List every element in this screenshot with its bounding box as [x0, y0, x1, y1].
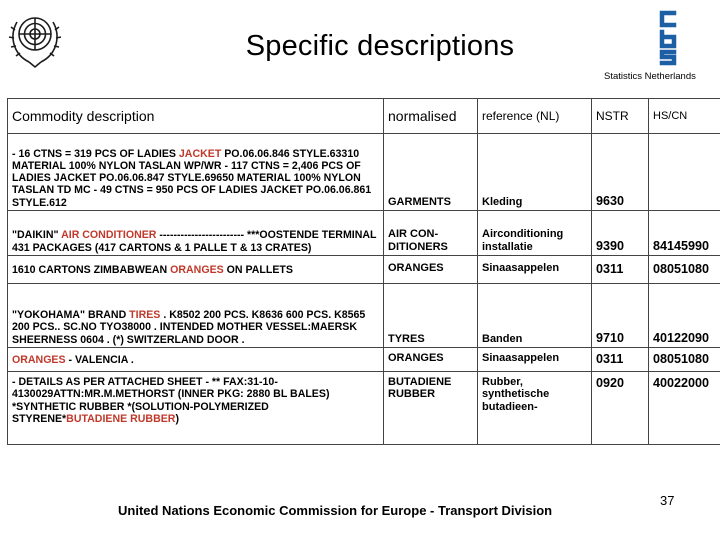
- table-row: [8, 372, 720, 445]
- hscn-cell: 40122090: [649, 284, 720, 348]
- col-header-nstr: NSTR: [592, 99, 649, 134]
- footer-text: United Nations Economic Commission for Europe - Transport Division: [118, 503, 553, 518]
- desc-keyword: AIR CONDITIONER: [61, 229, 157, 242]
- desc-text: - 16 CTNS = 319 PCS OF LADIES: [12, 147, 179, 160]
- desc-keyword: BUTADIENE RUBBER: [66, 412, 176, 425]
- reference-cell: Sinaasappelen: [478, 256, 592, 284]
- slide-title: Specific descriptions: [245, 30, 515, 62]
- reference-cell: Sinaasappelen: [478, 348, 592, 372]
- desc-text: "YOKOHAMA" BRAND: [12, 309, 130, 322]
- hscn-cell: [649, 134, 720, 211]
- desc-text: ): [175, 412, 179, 425]
- desc-keyword: ORANGES: [170, 264, 224, 277]
- commodity-description: [8, 284, 384, 348]
- commodity-description: [8, 372, 384, 445]
- cbs-logo-icon: [647, 8, 689, 68]
- commodity-description: [8, 211, 384, 256]
- commodity-table: [7, 98, 720, 445]
- nstr-cell: 0311: [592, 348, 649, 372]
- page-number: 37: [660, 493, 675, 508]
- table-row: [8, 211, 720, 256]
- normalised-cell: GARMENTS: [384, 134, 478, 211]
- org-label: Statistics Netherlands: [604, 71, 696, 82]
- desc-text: PO.06.06.846 STYLE.63310 MATERIAL 100% NYLON TASLAN WP/WR - 117 CTNS = 2,406 PCS OF LADIES JACKET PO.06.06.847 STYLE.69650 MATERIAL 100% NYLON TASLAN TD MC - 49 CTNS = 950 PCS OF LADIES JACKET PO.06.06.861 STYLE.612: [12, 147, 372, 209]
- desc-keyword: TIRES: [129, 309, 161, 322]
- reference-cell: Kleding: [478, 134, 592, 211]
- reference-cell: Banden: [478, 284, 592, 348]
- desc-text: 1610 CARTONS ZIMBABWEAN: [12, 264, 171, 277]
- col-header-hscn: HS/CN: [649, 99, 720, 134]
- desc-text: - VALENCIA .: [65, 354, 134, 367]
- hscn-cell: 40022000: [649, 372, 720, 445]
- col-header-commodity: Commodity description: [8, 99, 384, 134]
- col-header-normalised: normalised: [384, 99, 478, 134]
- nstr-cell: 9710: [592, 284, 649, 348]
- table-row: [8, 256, 720, 284]
- desc-text: ON PALLETS: [223, 264, 293, 277]
- desc-keyword: ORANGES: [12, 354, 66, 367]
- header-row: [8, 99, 720, 134]
- nstr-cell: 9390: [592, 211, 649, 256]
- desc-keyword: JACKET: [178, 147, 222, 160]
- nstr-cell: 9630: [592, 134, 649, 211]
- hscn-cell: 84145990: [649, 211, 720, 256]
- commodity-description: [8, 134, 384, 211]
- desc-text: "DAIKIN": [12, 229, 62, 242]
- commodity-description: [8, 348, 384, 372]
- normalised-cell: BUTADIENE RUBBER: [384, 372, 478, 445]
- nstr-cell: 0311: [592, 256, 649, 284]
- hscn-cell: 08051080: [649, 256, 720, 284]
- desc-text: . K8502 200 PCS. K8636 600 PCS. K8565 200 PCS.. SC.NO TYO38000 . INTENDED MOTHER VESSEL:MAERSK SHEERNESS 0604 . (*) SWITZERLAND DOOR .: [12, 309, 366, 346]
- desc-text: - DETAILS AS PER ATTACHED SHEET - ** FAX:31-10-4130029ATTN:MR.M.METHORST (INNER PKG: 2880 BL BALES) *SYNTHETIC RUBBER *(SOLUTION-POLYMERIZED STYRENE*: [12, 376, 330, 425]
- col-header-reference: reference (NL): [478, 99, 592, 134]
- reference-cell: Rubber, synthetische butadieen-: [478, 372, 592, 445]
- commodity-description: [8, 256, 384, 284]
- normalised-cell: AIR CON-DITIONERS: [384, 211, 478, 256]
- nstr-cell: 0920: [592, 372, 649, 445]
- table-row: [8, 134, 720, 211]
- reference-cell: Airconditioning installatie: [478, 211, 592, 256]
- hscn-cell: 08051080: [649, 348, 720, 372]
- normalised-cell: ORANGES: [384, 348, 478, 372]
- table-row: [8, 284, 720, 348]
- normalised-cell: ORANGES: [384, 256, 478, 284]
- table-row: [8, 348, 720, 372]
- desc-text: ------------------------ ***OOSTENDE TERMINAL 431 PACKAGES (417 CARTONS & 1 PALLE T & 13 CRATES): [12, 229, 377, 254]
- normalised-cell: TYRES: [384, 284, 478, 348]
